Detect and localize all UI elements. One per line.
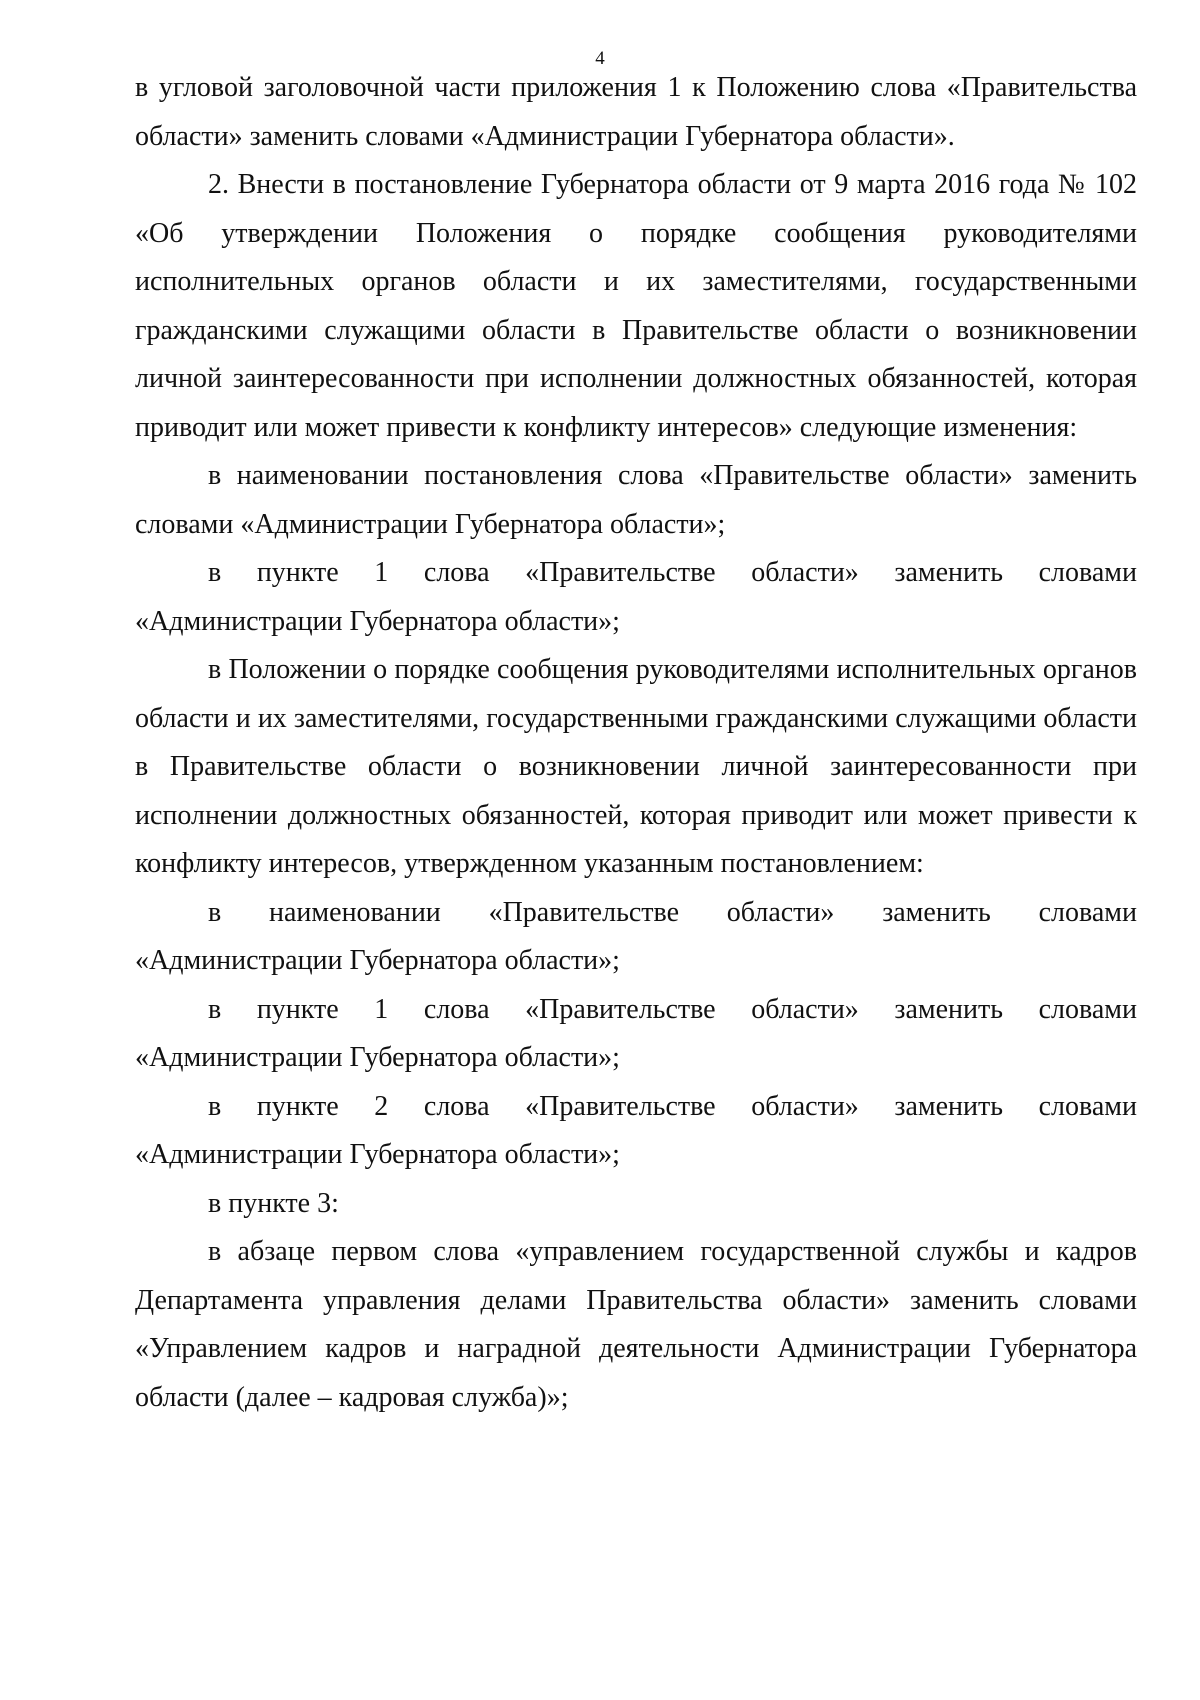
paragraph-regulation-point-2: в пункте 2 слова «Правительстве области» заменить словами «Администрации Губернатора области»; <box>135 1090 1137 1170</box>
paragraph-regulation: в Положении о порядке сообщения руководителями исполнительных органов области и их заместителями, государственными гражданскими служащими области в Правительстве области о возникновении личной заинтересованности при исполнении должностных обязанностей, которая приводит или может привести к конфликту интересов, утвержденном указанным постановлением: <box>135 654 1137 879</box>
paragraph-regulation-name: в наименовании «Правительстве области» заменить словами «Администрации Губернатора области»; <box>135 896 1137 976</box>
paragraph-resolution-point-1: в пункте 1 слова «Правительстве области» заменить словами «Администрации Губернатора области»; <box>135 557 1137 637</box>
paragraph-point-3-first-indent: в абзаце первом слова «управлением государственной службы и кадров Департамента управления делами Правительства области» заменить словами «Управлением кадров и наградной деятельности Администрации Губернатора области (далее – кадровая служба)»; <box>135 1236 1137 1413</box>
paragraph-title-replacement: в угловой заголовочной части приложения 1 к Положению слова «Правительства области» заменить словами «Администрации Губернатора области». <box>135 72 1137 152</box>
paragraph-resolution-name: в наименовании постановления слова «Правительстве области» заменить словами «Администрации Губернатора области»; <box>135 460 1137 540</box>
document-body <box>135 64 1137 1422</box>
paragraph-item-2: 2. Внести в постановление Губернатора области от 9 марта 2016 года № 102 «Об утверждении Положения о порядке сообщения руководителями исполнительных органов области и их заместителями, государственными гражданскими служащими области в Правительстве области о возникновении личной заинтересованности при исполнении должностных обязанностей, которая приводит или может привести к конфликту интересов» следующие изменения: <box>135 169 1137 443</box>
page-number: 4 <box>595 48 605 69</box>
paragraph-regulation-point-3: в пункте 3: <box>208 1187 339 1219</box>
paragraph-regulation-point-1: в пункте 1 слова «Правительстве области» заменить словами «Администрации Губернатора области»; <box>135 993 1137 1073</box>
